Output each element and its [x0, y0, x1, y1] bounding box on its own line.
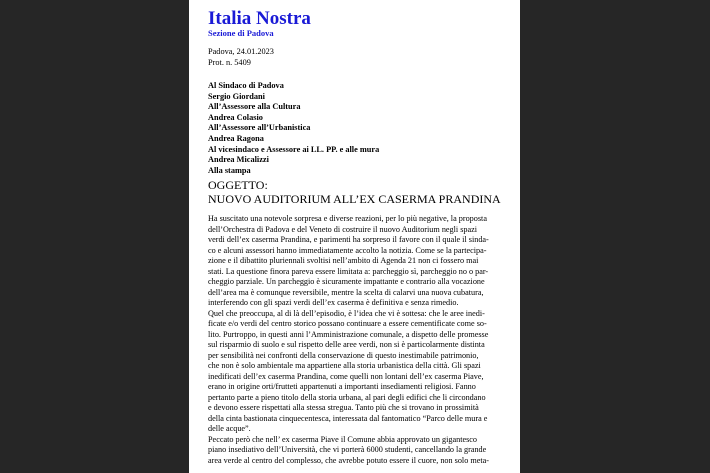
protocol-number: Prot. n. 5409	[208, 57, 251, 67]
recipient-line: Al vicesindaco e Assessore ai LL. PP. e alle mura	[208, 144, 380, 154]
body-line: co e alcuni assessori hanno immediatamente accolto la notizia. Come se la partecipa-	[208, 245, 487, 255]
body-line: delle acque”.	[208, 424, 251, 433]
body-line: area verde al centro del complesso, che avrebbe potuto essere il cuore, non solo meta-	[208, 455, 489, 465]
letter-body	[208, 214, 506, 466]
body-line: per sensibilità nei confronti della conservazione di questo inestimabile patrimonio,	[208, 350, 479, 360]
recipient-line: Sergio Giordani	[208, 91, 265, 101]
body-line: verdi dell’ex caserma Prandina, e parimenti ha sorpreso il favore con il quale il sinda-	[208, 235, 489, 244]
body-line: dell’area ma è comunque reversibile, mentre la scelta di calarvi una nuova cubatura,	[208, 287, 484, 297]
body-line: interferendo con gli spazi verdi dell’ex caserma è definitiva e senza rimedio.	[208, 298, 459, 307]
subject-label: OGGETTO:	[208, 178, 268, 192]
letter-meta	[208, 47, 274, 68]
body-line: zione e il dibattito pluriennali svoltisi nell’ambito di Agenda 21 non ci fossero mai	[208, 256, 479, 265]
recipient-list	[208, 81, 379, 176]
body-line: pertanto parte a pieno titolo della storia urbana, al pari degli edifici che li circondano	[208, 392, 486, 402]
subject-title: NUOVO AUDITORIUM ALL’EX CASERMA PRANDINA	[208, 191, 501, 206]
letter-date: Padova, 24.01.2023	[208, 47, 274, 56]
recipient-line: All’Assessore alla Cultura	[208, 102, 301, 112]
body-line: erano in origine orti/frutteti appartenuti a importanti insediamenti religiosi. Fanno	[208, 382, 476, 391]
body-line: ficate e/o verdi del centro storico possano continuare a essere cementificate come so-	[208, 319, 487, 328]
recipient-line: Al Sindaco di Padova	[208, 81, 284, 90]
body-line: dell’Orchestra di Padova e del Veneto di costruire il nuovo Auditorium negli spazi	[208, 224, 478, 234]
body-line: cheggio parziale. Un parcheggio è sicuramente impattante e contrario alla vocazione	[208, 277, 485, 286]
body-line: piano insediativo dell’Università, che vi porterà 6000 studenti, cancellando la grande	[208, 445, 487, 454]
document-page	[189, 0, 520, 473]
subject-block	[208, 179, 501, 206]
recipient-line: Alla stampa	[208, 165, 251, 175]
recipient-line: All’Assessore all’Urbanistica	[208, 123, 311, 133]
body-line: che non è solo ambientale ma appartiene alla storia urbanistica della città. Gli spazi	[208, 361, 481, 370]
body-line: e devono essere rispettati alla stessa stregua. Tanto più che si trovano in prossimità	[208, 403, 479, 412]
body-line: lito. Purtroppo, in questi anni l’Amministrazione comunale, a dispetto delle promesse	[208, 329, 489, 339]
body-line: Quel che preoccupa, al di là dell’episodio, è l’idea che vi è sottesa: che le aree inedi-	[208, 308, 485, 318]
body-line: inedificati dell’ex caserma Prandina, come quelli non lontani dell’ex caserma Piave,	[208, 371, 484, 381]
recipient-line: Andrea Ragona	[208, 133, 264, 143]
body-line: Peccato però che nell’ ex caserma Piave il Comune abbia approvato un gigantesco	[208, 434, 478, 444]
recipient-line: Andrea Micalizzi	[208, 155, 269, 165]
body-line: sul risparmio di suolo e sul rispetto delle aree verdi, non si è particolarmente distinta	[208, 340, 485, 349]
body-line: stati. La questione finora pareva essere limitata a: parcheggio sì, parcheggio no o par-	[208, 266, 489, 276]
recipient-line: Andrea Colasio	[208, 112, 263, 122]
org-title: Italia Nostra	[208, 8, 311, 29]
body-line: della cinta bastionata cinquecentesca, interessata dal fantomatico “Parco delle mura e	[208, 413, 488, 423]
org-section: Sezione di Padova	[208, 28, 274, 38]
body-line: Ha suscitato una notevole sorpresa e diverse reazioni, per lo più negative, la proposta	[208, 214, 487, 223]
